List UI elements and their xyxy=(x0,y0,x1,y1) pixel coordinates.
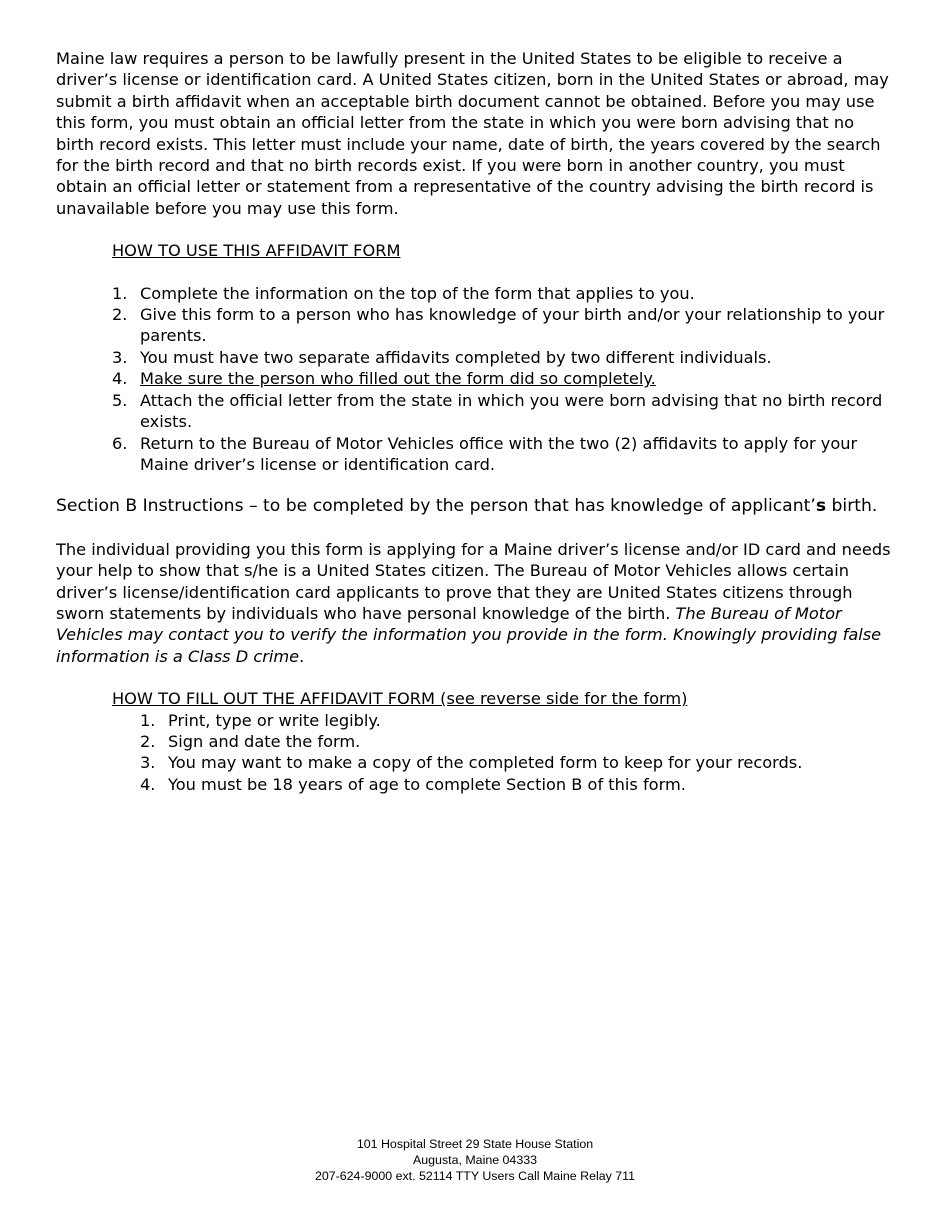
list-item-number: 5. xyxy=(112,390,128,410)
list-item-text: Return to the Bureau of Motor Vehicles office with the two (2) affidavits to apply for your Maine driver’s license or identification card. xyxy=(140,433,858,474)
list-item xyxy=(112,368,892,389)
how-to-use-heading: HOW TO USE THIS AFFIDAVIT FORM xyxy=(112,241,401,261)
footer-phone: 207-624-9000 ext. 52114 TTY Users Call Maine Relay 711 xyxy=(314,1169,636,1184)
list-item xyxy=(140,774,892,795)
list-item-number: 3. xyxy=(140,753,156,773)
section-b-body-warning: The Bureau of Motor Vehicles may contact you to verify the information you provide in the form. Knowingly providing false information is a Class D crime xyxy=(56,603,882,666)
section-b-title-end: birth. xyxy=(826,496,878,517)
section-b-body-text: The individual providing you this form is applying for a Maine driver’s license and/or ID card and needs your help to show that s/he is a United States citizen. The Bureau of Motor Vehicles allows certain driver’s license/identification card applicants to prove that they are United States citizens through sworn statements by individuals who have personal knowledge of the birth. xyxy=(56,539,891,623)
list-item-text: Make sure the person who filled out the form did so completely. xyxy=(140,369,656,389)
list-item xyxy=(112,304,892,347)
list-item-number: 4. xyxy=(112,369,128,389)
list-item-number: 3. xyxy=(112,347,128,367)
list-item xyxy=(112,283,892,304)
list-item-number: 1. xyxy=(140,710,156,730)
intro-paragraph: Maine law requires a person to be lawfully present in the United States to be eligible to receive a driver’s license or identification card. A United States citizen, born in the United States or abroad, may submit a birth affidavit when an acceptable birth document cannot be obtained. Before you may use this form, you must obtain an official letter from the state in which you were born advising that no birth record exists. This letter must include your name, date of birth, the years covered by the search for the birth record and that no birth records exist. If you were born in another country, you must obtain an official letter or statement from a representative of the country advising the birth record is unavailable before you may use this form. xyxy=(56,49,889,218)
list-item-text: You must have two separate affidavits completed by two different individuals. xyxy=(140,347,772,367)
page-footer xyxy=(0,1136,950,1185)
how-to-fill-heading: HOW TO FILL OUT THE AFFIDAVIT FORM (see reverse side for the form) xyxy=(112,689,688,709)
section-b-title-text: Section B Instructions – to be completed by the person that has knowledge of applicant’ xyxy=(56,496,816,517)
list-item-number: 4. xyxy=(140,774,156,794)
list-item xyxy=(140,752,892,773)
list-item-text: Give this form to a person who has knowledge of your birth and/or your relationship to your parents. xyxy=(140,305,885,346)
list-item xyxy=(140,731,892,752)
list-item-text: You must be 18 years of age to complete Section B of this form. xyxy=(168,774,686,794)
list-item-text: You may want to make a copy of the completed form to keep for your records. xyxy=(168,753,803,773)
footer-address: 101 Hospital Street 29 State House Station xyxy=(356,1137,594,1151)
list-item-number: 1. xyxy=(112,283,128,303)
list-item xyxy=(112,390,892,433)
list-item xyxy=(112,433,892,476)
how-to-use-list xyxy=(112,283,892,476)
section-b-body-end: . xyxy=(299,646,305,666)
section-b-title xyxy=(56,496,892,517)
list-item-text: Sign and date the form. xyxy=(168,731,361,751)
section-b-body xyxy=(56,539,892,667)
footer-city: Augusta, Maine 04333 xyxy=(413,1153,537,1168)
list-item-number: 6. xyxy=(112,433,128,453)
list-item-number: 2. xyxy=(112,305,128,325)
list-item xyxy=(112,347,892,368)
list-item-text: Print, type or write legibly. xyxy=(168,710,381,730)
list-item xyxy=(140,710,892,731)
list-item-text: Attach the official letter from the state in which you were born advising that no birth record exists. xyxy=(140,390,883,432)
section-b-title-bold: s xyxy=(815,496,827,517)
list-item-number: 2. xyxy=(140,731,156,751)
document-page xyxy=(56,48,892,795)
how-to-fill-list xyxy=(140,710,892,796)
list-item-text: Complete the information on the top of the form that applies to you. xyxy=(140,283,695,303)
